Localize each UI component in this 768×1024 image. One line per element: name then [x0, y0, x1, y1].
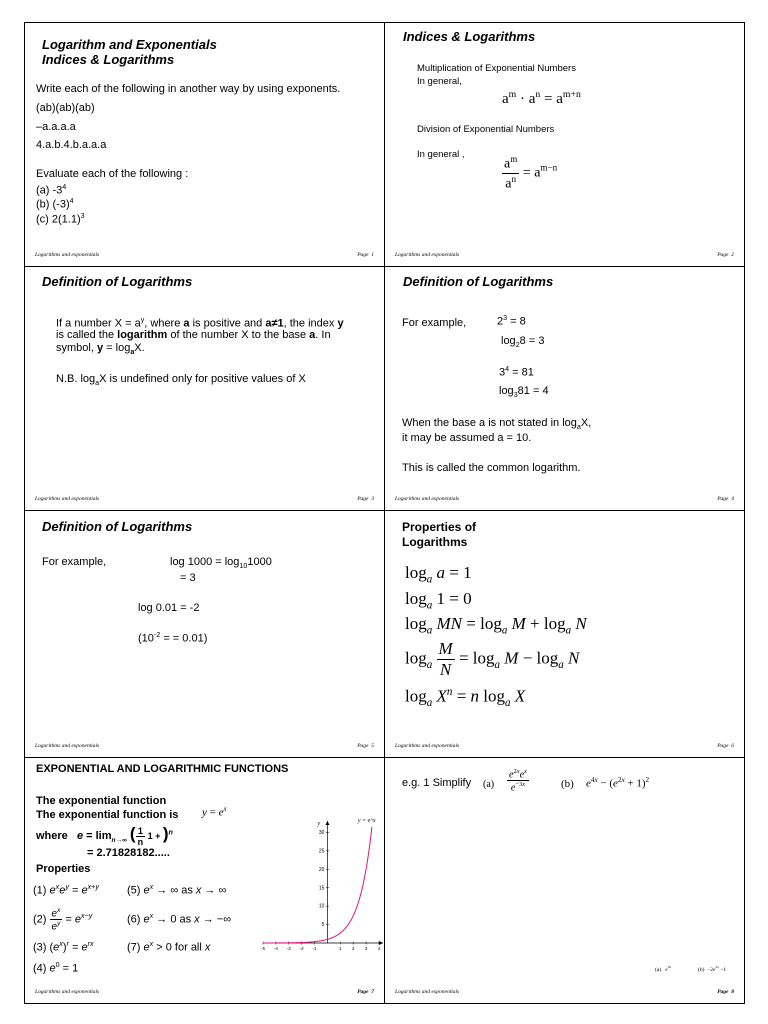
common-log-note: This is called the common logarithm.: [402, 462, 581, 474]
exp-property: (4) $e^0 = 1$: [33, 961, 79, 975]
page-number: Page 6: [717, 743, 734, 749]
exercise-item: 4.a.b.4.b.a.a.a: [36, 139, 107, 151]
slide-subtitle: Indices & Logarithms: [42, 52, 175, 67]
y-tick-label: 30: [318, 829, 325, 836]
y-tick-label: 5: [321, 922, 325, 929]
page-number: Page 1: [357, 252, 374, 258]
x-tick-label: 1: [339, 946, 342, 951]
slide-page-6: [384, 510, 745, 758]
x-axis-arrow: [379, 941, 383, 945]
page-number: Page 7: [357, 989, 374, 995]
where-line: where $e = \lim_{n\to\infty}$ ( $\frac{1}{n}$ 1 + )$^n$: [36, 824, 173, 847]
definition-line: is called the logarithm of the number X to the base a. In: [56, 329, 331, 341]
curve-label: y = e^x: [357, 818, 376, 824]
slide-title: Definition of Logarithms: [42, 274, 193, 289]
example-eq: $3^4 = 81$: [499, 365, 534, 379]
page-number: Page 8: [717, 989, 734, 995]
section-heading: Division of Exponential Numbers: [417, 124, 555, 135]
exp-function-formula: $y = e^x$: [202, 805, 227, 819]
x-tick-label: -1: [312, 946, 317, 951]
exp-function-heading: The exponential function: [36, 795, 167, 807]
y-tick-label: 20: [318, 866, 325, 873]
for-example-label: For example,: [402, 317, 467, 329]
slide-page-3: [24, 266, 385, 511]
e-value: = 2.71828182.....: [87, 847, 170, 859]
exp-property: (7) $e^x > 0$ for all x: [127, 940, 211, 954]
for-example-label: For example,: [42, 556, 107, 568]
slide-page-7: [24, 757, 385, 1004]
example-eq: log 0.01 = -2: [138, 602, 200, 614]
example-eq: $\log_28 = 3$: [501, 335, 545, 350]
slide-title: Definition of Logarithms: [403, 274, 554, 289]
y-tick-label: 15: [318, 885, 325, 892]
footer-label: Logarithms and exponentials: [35, 496, 100, 502]
example-eq: $\log 1000 = \log_{10}1000$: [170, 556, 272, 571]
section-heading: Multiplication of Exponential Numbers: [417, 63, 576, 74]
y-tick-label: 25: [318, 848, 325, 855]
part-a-expression: $\frac{e^{2x}e^x}{e^{-3x}}$: [509, 768, 527, 794]
exercise-item: (ab)(ab)(ab): [36, 102, 95, 114]
page-number: Page 4: [717, 496, 734, 502]
x-tick-label: -2: [299, 946, 304, 951]
example-eq: ($10^{-2}$ = = 0.01): [138, 631, 208, 645]
exp-property: (1) $e^xe^y = e^{x+y}$: [33, 883, 99, 897]
x-tick-label: 4: [377, 946, 381, 951]
answer-b: $(b) -2e^{2x} -1$: [698, 965, 727, 973]
slide-page-4: [384, 266, 745, 511]
slide-subtitle: Logarithms: [402, 535, 468, 549]
slide-page-1: [24, 22, 385, 267]
footer-label: Logarithms and exponentials: [395, 252, 460, 258]
exp-curve: [263, 827, 372, 943]
exp-property: (3) $(e^x)^r = e^{rx}$: [33, 940, 94, 954]
log-property: $\log_a 1 = 0$: [405, 589, 472, 612]
multiplication-formula: $a^m \cdot a^n = a^{m+n}$: [502, 89, 581, 107]
log-property: $\log_a$ $\frac{M}{N}$ = $\log_a M - \log_a N$: [405, 639, 580, 679]
part-b-label: (b): [561, 778, 574, 790]
log-property: $\log_a X^n = n$ $\log_a X$: [405, 686, 526, 710]
footer-label: Logarithms and exponentials: [35, 743, 100, 749]
eval-item: (b) $(-3)^4$: [36, 197, 74, 211]
note-text: N.B. $\log_aX$ is undefined only for positive values of X: [56, 373, 306, 388]
footer-label: Logarithms and exponentials: [35, 252, 100, 258]
log-property: $\log_a a = 1$: [405, 563, 472, 586]
in-general-label: In general ,: [417, 149, 465, 160]
intro-text: Write each of the following in another way by using exponents.: [36, 83, 341, 95]
footer-label: Logarithms and exponentials: [395, 496, 460, 502]
y-axis-label: y: [317, 821, 321, 827]
y-axis-arrow: [325, 821, 329, 825]
example-label: e.g. 1 Simplify: [402, 777, 472, 789]
x-tick-label: -5: [260, 946, 266, 951]
page-number: Page 2: [717, 252, 734, 258]
slide-page-8: [384, 757, 745, 1004]
slide-title: Indices & Logarithms: [403, 29, 536, 44]
x-tick-label: -4: [273, 946, 278, 951]
x-tick-label: 2: [351, 946, 355, 951]
exercise-item: –a.a.a.a: [36, 121, 76, 133]
x-tick-label: 3: [364, 946, 368, 951]
slide-page-2: [384, 22, 745, 267]
definition-line: symbol, $y = \log_aX$.: [56, 342, 145, 357]
properties-heading: Properties: [36, 863, 91, 875]
example-eq: $2^3 = 8$: [497, 314, 526, 328]
footer-label: Logarithms and exponentials: [395, 989, 460, 995]
eval-item: (a) $-3^4$: [36, 183, 67, 197]
y-tick-label: 10: [318, 903, 325, 910]
part-a-label: (a): [483, 779, 495, 790]
exp-property: (6) $e^x \to 0$ as x → −∞: [127, 912, 232, 926]
exp-property: (5) $e^x$ → ∞ as x → ∞: [127, 883, 227, 897]
base-note: it may be assumed a = 10.: [402, 432, 532, 444]
evaluate-heading: Evaluate each of the following :: [36, 168, 189, 180]
slide-page-5: [24, 510, 385, 758]
base-note: When the base a is not stated in $\log_aX$,: [402, 417, 592, 432]
footer-label: Logarithms and exponentials: [35, 989, 100, 995]
footer-label: Logarithms and exponentials: [395, 743, 460, 749]
example-eq: = 3: [180, 572, 196, 584]
page-number: Page 5: [357, 743, 374, 749]
division-formula: $\frac{a^m}{a^n}$ = $a^{m-n}$: [504, 154, 558, 192]
in-general-label: In general,: [417, 76, 462, 87]
answer-a: (a) $e^{6x}$: [655, 965, 672, 973]
definition-line: If a number $X = a^y$, where a is positive and a≠1, the index y: [56, 316, 344, 330]
exp-chart: [257, 815, 385, 955]
page-number: Page 3: [357, 496, 374, 502]
eval-item: (c) $2(1.1)^3$: [36, 212, 85, 226]
part-b-expression: $e^{4x} - (e^{2x} + 1)^2$: [586, 776, 650, 790]
slide-title: Logarithm and Exponentials: [42, 37, 217, 52]
log-property: $\log_a$ MN = $\log_a M + \log_a N$: [405, 614, 587, 637]
exp-property: (2) $\frac{e^x}{e^y}$ = $e^{x-y}$: [33, 907, 93, 933]
example-eq: $\log_381 = 4$: [499, 385, 549, 400]
x-tick-label: -3: [286, 946, 291, 951]
slide-title: EXPONENTIAL AND LOGARITHMIC FUNCTIONS: [36, 763, 289, 775]
slide-title: Definition of Logarithms: [42, 519, 193, 534]
slide-title: Properties of: [402, 520, 477, 534]
exp-function-heading: The exponential function is: [36, 809, 179, 821]
